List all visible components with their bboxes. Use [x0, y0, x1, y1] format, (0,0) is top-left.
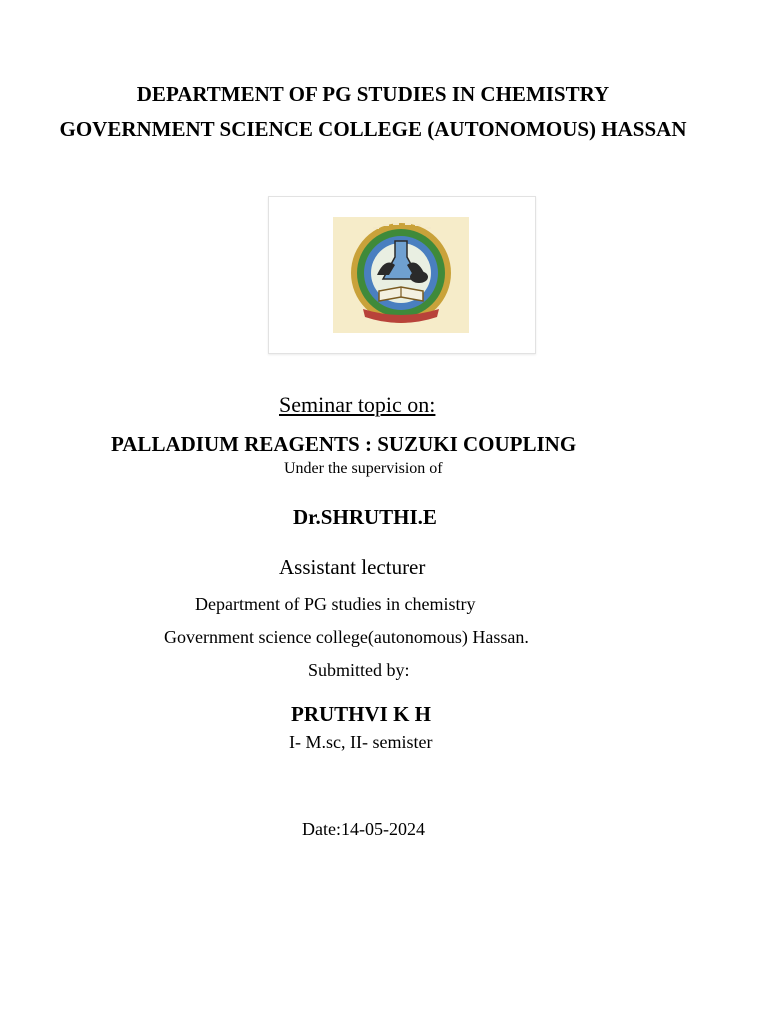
department-title: DEPARTMENT OF PG STUDIES IN CHEMISTRY: [136, 82, 610, 106]
supervisor-name: Dr.SHRUTHI.E: [293, 505, 437, 529]
college-emblem-icon: [333, 217, 469, 333]
supervisor-college: Government science college(autonomous) Hassan.: [164, 627, 529, 647]
submission-date: Date:14-05-2024: [302, 819, 425, 839]
college-title: GOVERNMENT SCIENCE COLLEGE (AUTONOMOUS) HASSAN: [59, 117, 687, 141]
seminar-topic: PALLADIUM REAGENTS : SUZUKI COUPLING: [111, 432, 577, 456]
supervision-label: Under the supervision of: [284, 460, 443, 477]
submitted-by-label: Submitted by:: [308, 660, 410, 680]
student-name: PRUTHVI K H: [291, 702, 432, 726]
seminar-label: Seminar topic on:: [279, 392, 436, 417]
supervisor-department: Department of PG studies in chemistry: [195, 594, 476, 614]
supervisor-role: Assistant lecturer: [279, 555, 426, 579]
student-course: I- M.sc, II- semister: [289, 732, 433, 752]
logo-frame: [268, 196, 536, 354]
